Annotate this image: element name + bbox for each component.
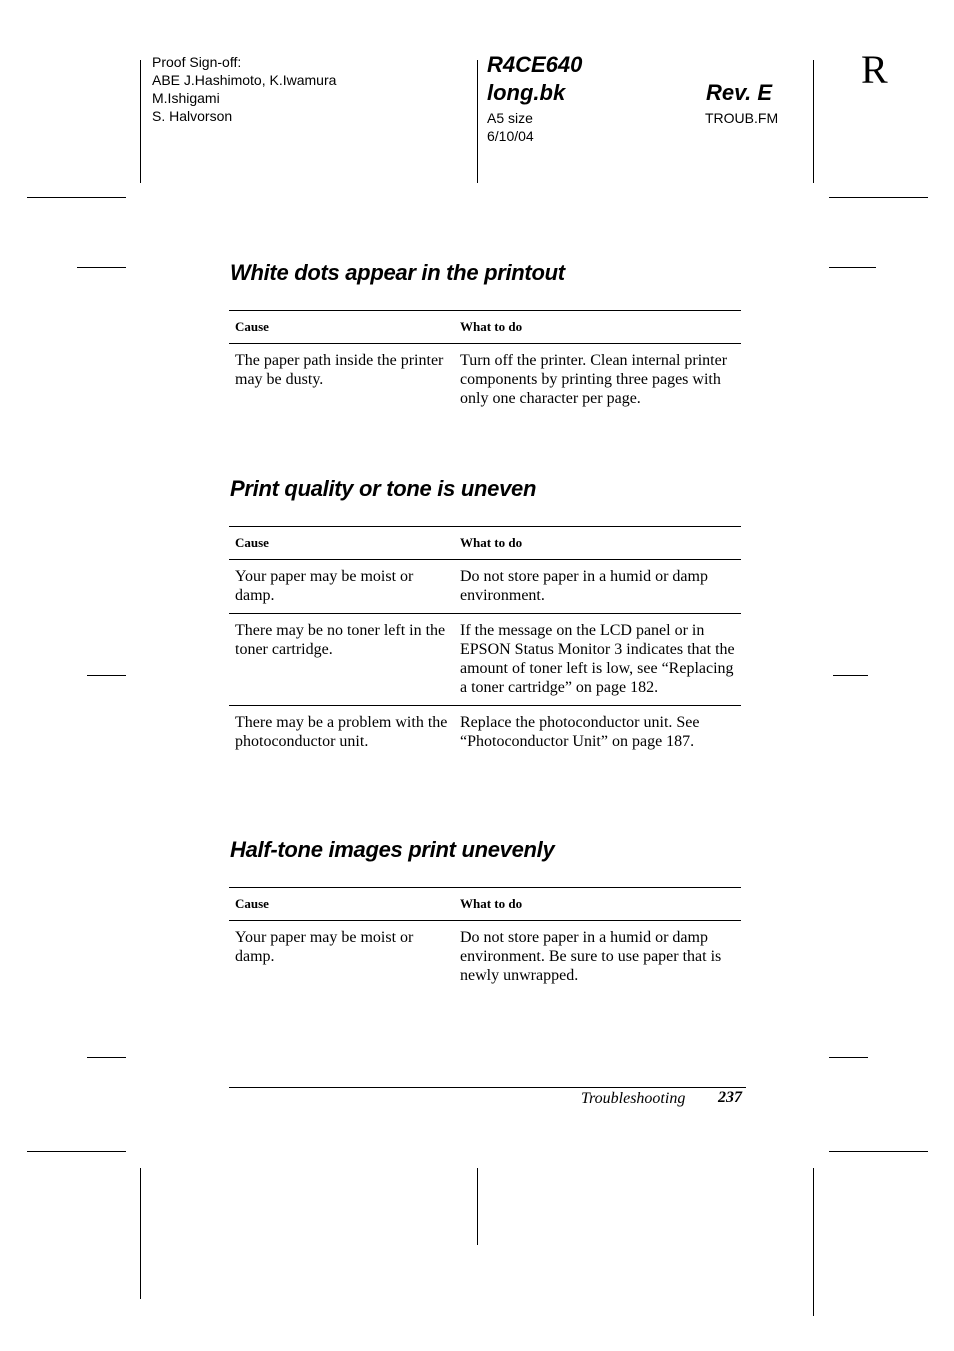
cause-cell: There may be no toner left in the toner cartridge. bbox=[229, 614, 454, 706]
column-header-cause: Cause bbox=[229, 888, 454, 921]
cause-cell: There may be a problem with the photoconductor unit. bbox=[235, 714, 448, 750]
crop-mark bbox=[829, 197, 928, 198]
page-number: 237 bbox=[718, 1089, 742, 1106]
proof-line: S. Halvorson bbox=[152, 108, 233, 124]
table-row bbox=[229, 706, 741, 760]
proof-line: ABE J.Hashimoto, K.Iwamura bbox=[152, 72, 337, 88]
page-size: A5 size bbox=[487, 110, 533, 126]
action-cell: Turn off the printer. Clean internal printer components by printing three pages with only one character per page. bbox=[460, 352, 728, 407]
table-header-row bbox=[229, 311, 741, 344]
section-title: White dots appear in the printout bbox=[230, 260, 565, 285]
crop-mark bbox=[140, 60, 141, 183]
table-row bbox=[229, 921, 741, 994]
table-row bbox=[229, 344, 741, 417]
proof-signoff bbox=[152, 53, 336, 125]
troubleshooting-table bbox=[229, 526, 741, 759]
doc-meta bbox=[487, 109, 534, 145]
table-header-row bbox=[229, 527, 741, 560]
table-row bbox=[229, 614, 741, 706]
cause-cell: Your paper may be moist or damp. bbox=[229, 560, 454, 614]
troubleshooting-table bbox=[229, 887, 741, 993]
crop-mark bbox=[477, 60, 478, 183]
action-cell: Do not store paper in a humid or damp environment. Be sure to use paper that is newly unwrapped. bbox=[460, 929, 722, 984]
crop-mark bbox=[829, 1057, 868, 1058]
column-header-action: What to do bbox=[454, 888, 741, 921]
revision: Rev. E bbox=[706, 80, 773, 105]
crop-mark bbox=[27, 1151, 126, 1152]
crop-mark bbox=[477, 1168, 478, 1245]
section-title: Half-tone images print unevenly bbox=[230, 837, 555, 862]
crop-mark bbox=[140, 1168, 141, 1299]
doc-date: 6/10/04 bbox=[487, 128, 534, 144]
crop-mark bbox=[829, 267, 876, 268]
crop-mark bbox=[77, 267, 126, 268]
crop-mark bbox=[87, 1057, 126, 1058]
action-cell: If the message on the LCD panel or in EPSON Status Monitor 3 indicates that the amount of toner left is low, see “Replacing a toner cartridge” on page 182. bbox=[454, 614, 741, 706]
column-header-cause: Cause bbox=[229, 311, 454, 344]
action-cell: Do not store paper in a humid or damp environment. bbox=[454, 560, 741, 614]
crop-mark bbox=[829, 1151, 928, 1152]
crop-mark bbox=[87, 675, 126, 676]
doc-code bbox=[487, 51, 582, 107]
doc-code-line1: R4CE640 bbox=[487, 52, 583, 77]
table-header-row bbox=[229, 888, 741, 921]
footer-chapter: Troubleshooting bbox=[581, 1090, 686, 1107]
doc-code-line2: long.bk bbox=[487, 80, 566, 105]
crop-mark bbox=[27, 197, 126, 198]
proof-line: M.Ishigami bbox=[152, 90, 220, 106]
proof-line: Proof Sign-off: bbox=[152, 54, 242, 70]
column-header-action: What to do bbox=[454, 527, 741, 560]
cause-cell: The paper path inside the printer may be dusty. bbox=[235, 352, 444, 388]
corner-letter: R bbox=[861, 47, 888, 92]
crop-mark bbox=[813, 1168, 814, 1316]
cause-cell: Your paper may be moist or damp. bbox=[235, 929, 414, 965]
footer-rule bbox=[229, 1087, 746, 1088]
crop-mark bbox=[833, 675, 868, 676]
column-header-cause: Cause bbox=[229, 527, 454, 560]
column-header-action: What to do bbox=[454, 311, 741, 344]
action-cell: Replace the photoconductor unit. See “Photoconductor Unit” on page 187. bbox=[460, 714, 700, 750]
doc-filename: TROUB.FM bbox=[705, 110, 779, 126]
table-row bbox=[229, 560, 741, 614]
troubleshooting-table bbox=[229, 310, 741, 416]
crop-mark bbox=[813, 60, 814, 183]
section-title: Print quality or tone is uneven bbox=[230, 476, 537, 501]
